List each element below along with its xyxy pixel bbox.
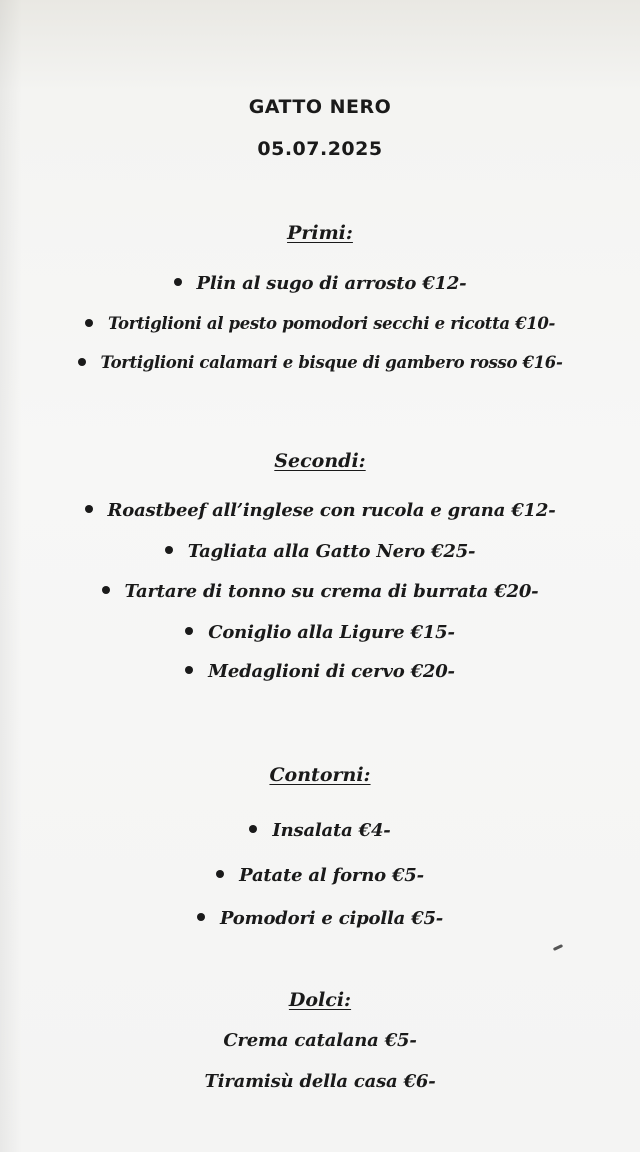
menu-item-text: Tortiglioni calamari e bisque di gambero rosso €16- <box>100 353 563 372</box>
menu-item-text: Tartare di tonno su crema di burrata €20- <box>124 581 539 602</box>
bullet-icon <box>185 627 193 635</box>
menu-item <box>0 500 640 521</box>
menu-date: 05.07.2025 <box>257 138 383 160</box>
menu-item-text: Tagliata alla Gatto Nero €25- <box>187 541 476 562</box>
menu-item-text: Insalata €4- <box>272 820 391 841</box>
bullet-icon <box>165 546 173 554</box>
menu-item-text: Plin al sugo di arrosto €12- <box>196 273 467 294</box>
section-title-secondi: Secondi: <box>274 450 366 472</box>
bullet-icon <box>85 505 93 513</box>
menu-item: Tiramisù della casa €6- <box>204 1071 436 1092</box>
section-title-dolci: Dolci: <box>288 989 352 1011</box>
bullet-icon <box>185 666 193 674</box>
menu-item-text: Roastbeef all’inglese con rucola e grana €12- <box>107 500 556 521</box>
menu-item-text: Medaglioni di cervo €20- <box>208 661 455 682</box>
menu-item <box>0 314 640 333</box>
menu-item <box>0 622 640 643</box>
menu-item-text: Patate al forno €5- <box>239 865 424 886</box>
menu-item-text: Pomodori e cipolla €5- <box>219 908 444 929</box>
bullet-icon <box>249 825 257 833</box>
menu-item <box>0 353 640 372</box>
menu-item <box>0 908 640 929</box>
menu-item <box>0 661 640 682</box>
menu-item <box>0 581 640 602</box>
bullet-icon <box>78 358 86 366</box>
menu-item-text: Coniglio alla Ligure €15- <box>208 622 455 643</box>
section-title-primi: Primi: <box>287 222 353 244</box>
bullet-icon <box>197 913 205 921</box>
bullet-icon <box>216 870 224 878</box>
menu-item <box>0 820 640 841</box>
menu-item <box>0 273 640 294</box>
section-title-contorni: Contorni: <box>269 764 371 786</box>
bullet-icon <box>174 278 182 286</box>
pen-mark <box>553 944 563 951</box>
menu-item: Crema catalana €5- <box>223 1030 417 1051</box>
restaurant-name: GATTO NERO <box>248 96 392 118</box>
bullet-icon <box>102 586 110 594</box>
bullet-icon <box>85 319 93 327</box>
menu-item <box>0 541 640 562</box>
menu-item <box>0 865 640 886</box>
menu-item-text: Tortiglioni al pesto pomodori secchi e ricotta €10- <box>108 314 555 333</box>
